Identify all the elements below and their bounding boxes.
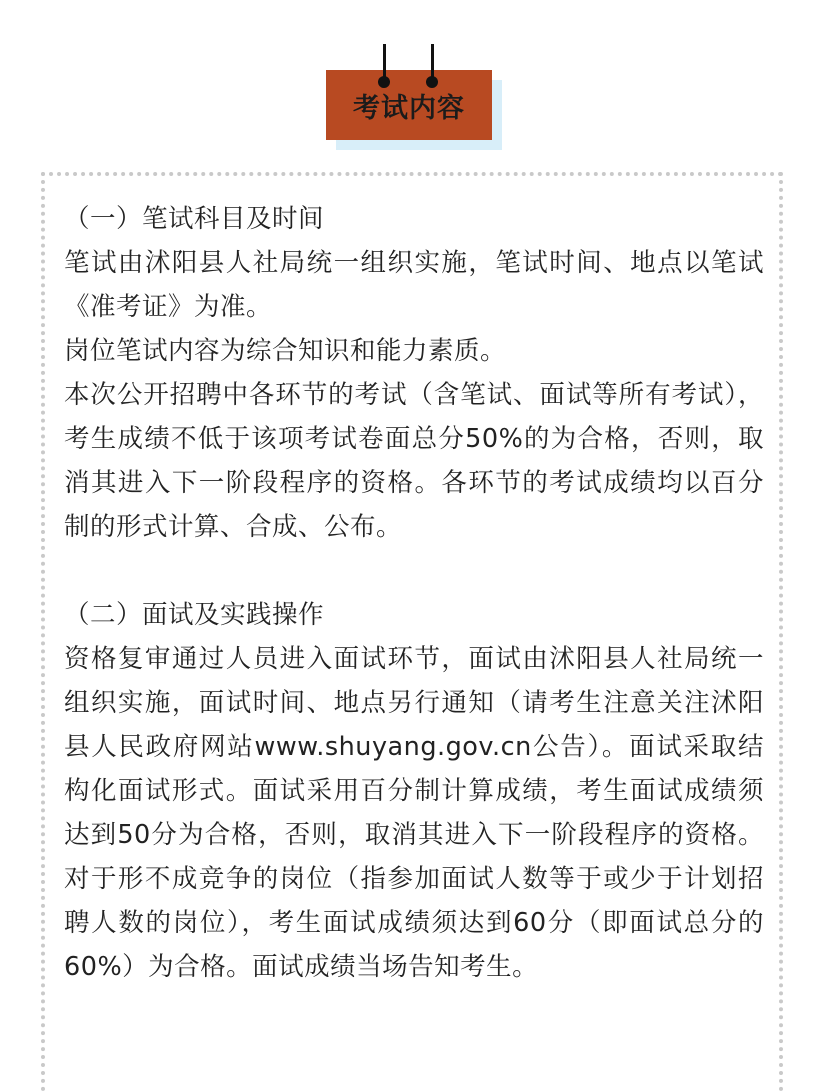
paragraph-passing-rule: 本次公开招聘中各环节的考试（含笔试、面试等所有考试），考生成绩不低于该项考试卷面总分50%的为合格，否则，取消其进入下一阶段程序的资格。各环节的考试成绩均以百分制的形式计算、合成、公布。: [64, 380, 764, 542]
content-body: [64, 197, 764, 989]
hanger-dot-left: [378, 76, 390, 88]
section-title-box: [326, 70, 492, 140]
paragraph-written-content: 岗位笔试内容为综合知识和能力素质。: [64, 336, 507, 366]
section-heading-written: （一）笔试科目及时间: [64, 204, 325, 234]
section-spacer: [64, 549, 764, 593]
paragraph-written-organization: 笔试由沭阳县人社局统一组织实施，笔试时间、地点以笔试《准考证》为准。: [64, 248, 764, 322]
hanger-dot-right: [426, 76, 438, 88]
section-title: 考试内容: [353, 92, 465, 124]
section-heading-interview: （二）面试及实践操作: [64, 600, 325, 630]
paragraph-interview-details: 资格复审通过人员进入面试环节，面试由沭阳县人社局统一组织实施，面试时间、地点另行通知（请考生注意关注沭阳县人民政府网站www.shuyang.gov.cn公告）。面试采取结构化面试形式。面试采用百分制计算成绩，考生面试成绩须达到50分为合格，否则，取消其进入下一阶段程序的资格。对于形不成竞争的岗位（指参加面试人数等于或少于计划招聘人数的岗位），考生面试成绩须达到60分（即面试总分的60%）为合格。面试成绩当场告知考生。: [64, 644, 764, 982]
